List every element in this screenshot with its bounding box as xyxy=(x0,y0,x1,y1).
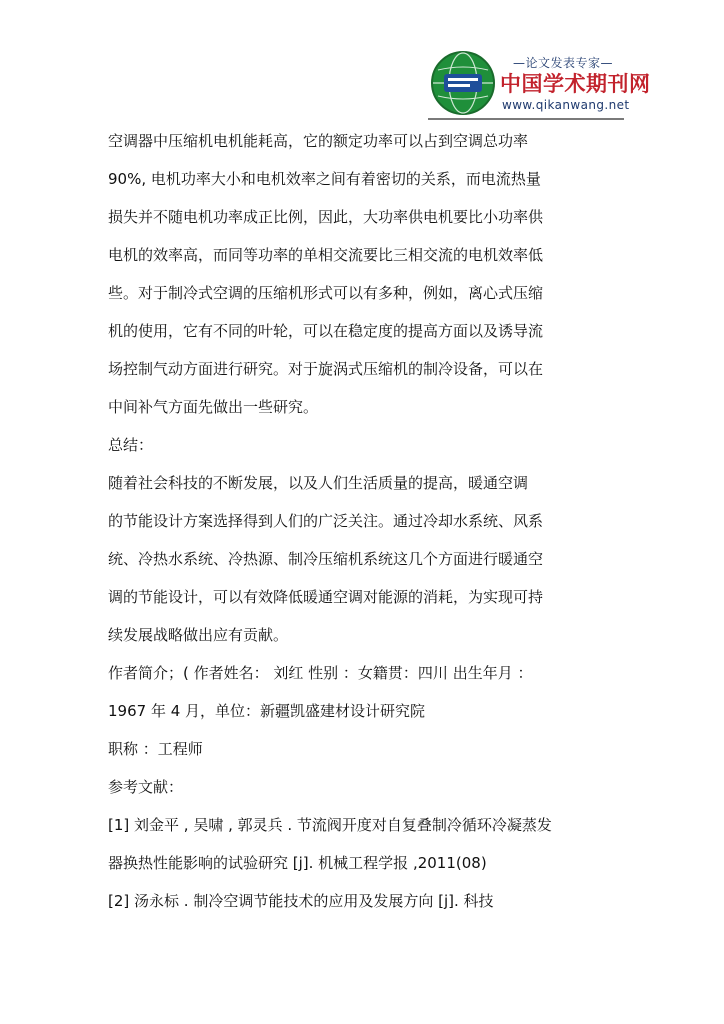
logo-title: 中国学术期刊网 xyxy=(500,72,651,96)
body-line: 机的使用，它有不同的叶轮，可以在稳定度的提高方面以及诱导流 xyxy=(108,322,544,340)
body-line: 空调器中压缩机电机能耗高，它的额定功率可以占到空调总功率 xyxy=(108,132,529,150)
body-line: 的节能设计方案选择得到人们的广泛关注。通过冷却水系统、风系 xyxy=(108,512,544,530)
site-logo[interactable] xyxy=(430,44,651,120)
reference-line: [2] 汤永标 . 制冷空调节能技术的应用及发展方向 [j]. 科技 xyxy=(108,892,494,910)
body-line: 损失并不随电机功率成正比例，因此，大功率供电机要比小功率供 xyxy=(108,208,544,226)
body-line: 中间补气方面先做出一些研究。 xyxy=(108,398,319,416)
body-line: 90%, 电机功率大小和电机效率之间有着密切的关系，而电流热量 xyxy=(108,170,541,188)
body-line: 统、冷热水系统、冷热源、制冷压缩机系统这几个方面进行暖通空 xyxy=(108,550,544,568)
logo-tagline: —论文发表专家— xyxy=(512,56,613,70)
body-line: 电机的效率高，而同等功率的单相交流要比三相交流的电机效率低 xyxy=(108,246,544,264)
logo-url[interactable]: www.qikanwang.net xyxy=(502,98,630,112)
section-heading-summary: 总结： xyxy=(108,436,154,454)
globe-logo-icon xyxy=(430,50,496,116)
header-divider xyxy=(428,118,624,120)
body-line: 些。对于制冷式空调的压缩机形式可以有多种，例如，离心式压缩 xyxy=(108,284,544,302)
reference-line: [1] 刘金平 , 吴啸 , 郭灵兵 . 节流阀开度对自复叠制冷循环冷凝蒸发 xyxy=(108,816,552,834)
reference-line: 器换热性能影响的试验研究 [j]. 机械工程学报 ,2011(08) xyxy=(108,854,487,872)
author-title-line: 职称 ：工程师 xyxy=(108,740,203,758)
section-heading-references: 参考文献： xyxy=(108,778,184,796)
body-line: 调的节能设计，可以有效降低暖通空调对能源的消耗，为实现可持 xyxy=(108,588,544,606)
body-line: 续发展战略做出应有贡献。 xyxy=(108,626,289,644)
body-line: 场控制气动方面进行研究。对于旋涡式压缩机的制冷设备，可以在 xyxy=(108,360,544,378)
author-info-line: 作者简介；( 作者姓名： 刘红 性别 ：女籍贯：四川 出生年月 ： xyxy=(108,664,533,682)
body-line: 随着社会科技的不断发展，以及人们生活质量的提高，暖通空调 xyxy=(108,474,529,492)
author-info-line: 1967 年 4 月，单位：新疆凯盛建材设计研究院 xyxy=(108,702,426,720)
